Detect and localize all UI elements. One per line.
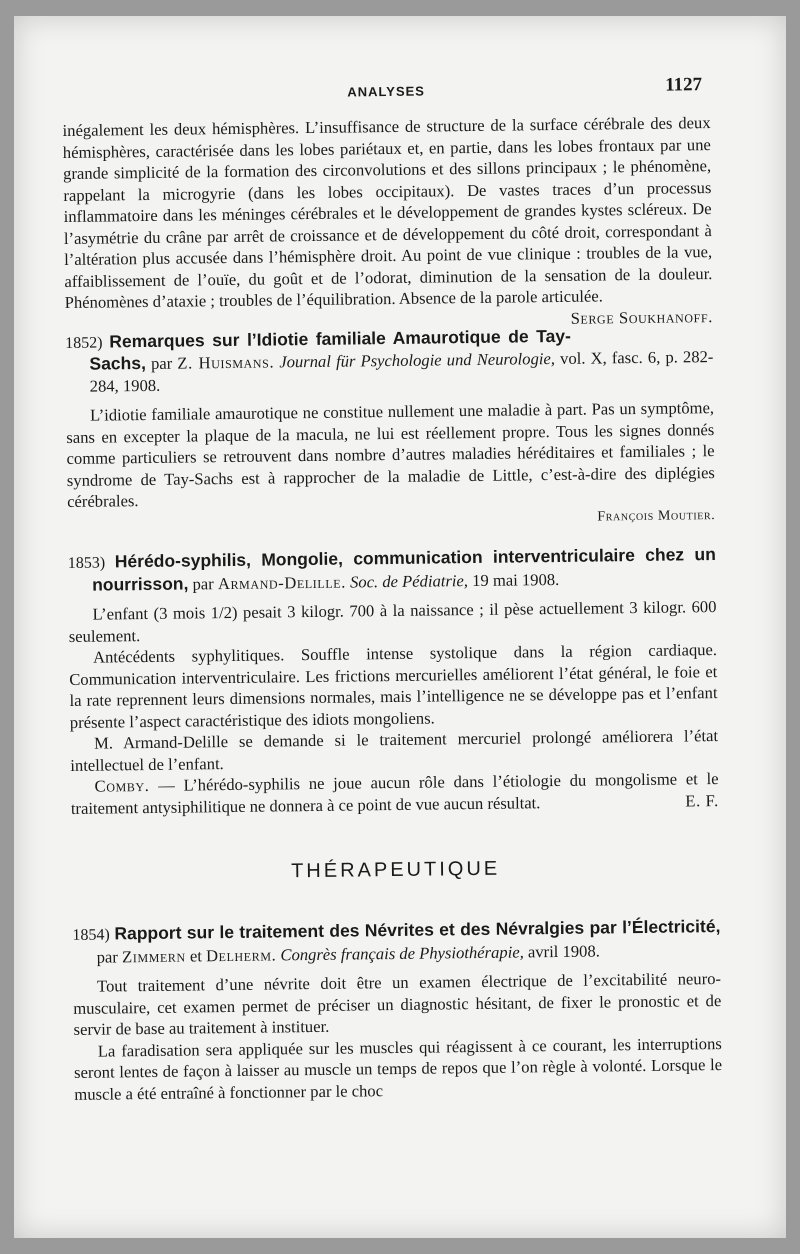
continued-paragraph [62,112,714,328]
entry-heading [68,544,716,596]
entry-author-2: Delherm. [205,944,277,965]
entry-number: 1852) [65,334,103,352]
entry-details: avril 1908. [527,940,600,961]
entry-author: Armand-Delille. [217,572,346,593]
entry-1853 [68,544,719,819]
entry-heading [65,324,714,397]
entry-details: 19 mai 1908. [472,569,560,590]
entry-paragraph: L’enfant (3 mois 1/2) pesait 3 kilogr. 700 à la naissance ; il pèse actuellement 3 kilogr. 600 seulement. [68,597,717,646]
entry-source: Journal für Psychologie und Neurologie, [279,348,556,372]
entry-by: par [96,946,119,967]
section-title: THÉRAPEUTIQUE [291,857,501,883]
entry-heading [72,916,720,968]
signature-moutier: François Moutier. [597,507,716,524]
entry-title: Rapport sur le traitement des Névrites et des Névralgies par l’Électricité, [114,916,721,944]
entry-author: Z. Huismans. [177,352,275,373]
entry-by: par [150,353,173,373]
entry-title: Hérédo-syphilis, Mongolie, communication interventriculaire chez un nourrisson, [92,544,716,595]
entry-paragraph: Antécédents syphylitiques. Souffle intense systolique dans la région cardiaque. Communication interventriculaire. Les frictions mercurielles améliorent l’état général, le foie et la rate reprennent leurs dimensions normales, mais l’intelligence ne se développe pas et l’enfant présente l’aspect caractéristique des idiots mongoliens. [69,640,718,732]
entry-paragraph: La faradisation sera appliquée sur les muscles qui réagissent à ce courant, les interruptions seront lentes de façon à laisser au muscle un temps de repos que l’on règle à volonté. Lorsque le muscle a été entraîné à fonctionner par le choc [73,1033,723,1104]
page-header [62,74,710,106]
page-content [62,74,722,1105]
comment-paragraph [70,768,718,819]
entry-paragraph: Tout traitement d’une névrite doit être un examen électrique de l’excitabilité neuro-musculaire, cet examen permet de préciser un diagnostic hésitant, de fixer le pronostic et de servir de base au traitement à instituer. [73,969,722,1039]
entry-title: Remarques sur l’Idiotie familiale Amaurotique de Tay-Sachs, [89,325,571,374]
continued-text: inégalement les deux hémisphères. L’insuffisance de structure de la surface cérébrale des deux hémisphères, caractérisée dans les lobes pariétaux et, en partie, dans les lobes frontaux par une grande simplicité de la formation des circonvolutions et des sillons principaux ; le phénomène, rappelant la microgyrie (dans les lobes occipitaux). De vastes traces d’un processus inflammatoire dans les méninges cérébrales et le développement de grandes kystes scléreux. De l’asymétrie du crâne par arrêt de croissance et de développement du côté droit, correspondant à l’altération plus accusée dans l’hémisphère droit. Au point de vue clinique : troubles de la vue, affaiblissement de l’ouïe, du goût et de l’odorat, diminution de la sensation de la douleur. Phénomènes d’ataxie ; troubles de l’équilibration. Absence de la parole articulée. [62,113,713,312]
entry-paragraph: M. Armand-Delille se demande si le traitement mercuriel prolongé améliorera l’état intellectuel de l’enfant. [70,726,719,775]
scanned-page [14,16,786,1238]
signature-ef: E. F. [685,790,719,810]
entry-by: par [192,573,214,593]
entry-source: Congrès français de Physiothérapie, [280,941,524,964]
entry-details: vol. X, fasc. 6, p. 282-284, 1908. [89,347,714,396]
entry-author-1: Zimmern [121,946,186,966]
entry-source: Soc. de Pédiatrie, [349,570,469,592]
entry-number: 1854) [72,926,110,944]
entry-and: et [189,945,202,966]
running-head: ANALYSES [347,83,426,100]
entry-1852 [65,324,715,534]
comment-author: Comby. [94,775,150,796]
entry-1854 [72,916,722,1105]
signature-soukhanoff: Serge Soukhanoff. [570,306,714,328]
entry-paragraph: L’idiotie familiale amaurotique ne constitue nullement une maladie à part. Pas un symptôme, sans en excepter la plaque de la macula, ne lui est réellement propre. Tous les signes donnés comme particuliers se retrouvent dans nombre d’autres maladies héréditaires et familiales ; le syndrome de Tay-Sachs est à rapprocher de la maladie de Little, c’est-à-dire des diplégies cérébrales. [66,398,715,511]
page-number: 1127 [665,74,703,96]
entry-number: 1853) [67,554,106,572]
comment-text: — L’hérédo-syphilis ne joue aucun rôle dans l’étiologie du mongolisme et le traitement antysiphilitique ne donnera à ce point de vue aucun résultat. [70,769,719,818]
